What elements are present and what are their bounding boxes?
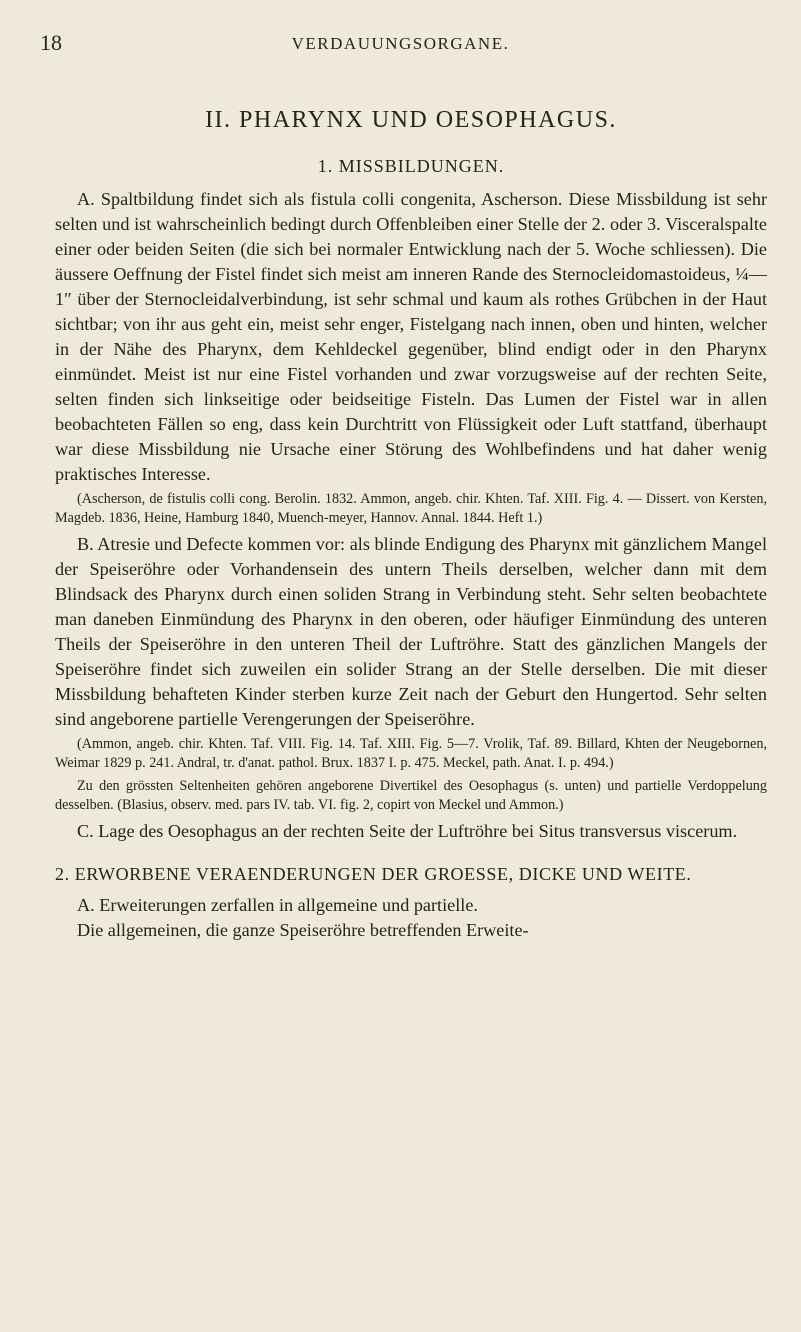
paragraph-lage: C. Lage des Oesophagus an der rechten Seite der Luftröhre bei Situs transversus viscerum. (77, 821, 738, 841)
paragraph-erweiterungen: A. Erweiterungen zerfallen in allgemeine und partielle. (77, 895, 478, 915)
note-divertikel: Zu den grössten Seltenheiten gehören angeborene Divertikel des Oesophagus (s. unten) und partielle Verdoppelung desselben. (Blasius, observ. med. pars IV. tab. VI. fig. 2, copirt von Meckel und Ammon.) (55, 778, 767, 813)
citation-ascherson: (Ascherson, de fistulis colli cong. Berolin. 1832. Ammon, angeb. chir. Khten. Taf. XIII. Fig. 4. — Dissert. von Kersten, Magdeb. 1836, Heine, Hamburg 1840, Muench-meyer, Hannov. Annal. 1844. Heft 1.) (55, 491, 767, 526)
paragraph-spaltbildung: A. Spaltbildung findet sich als fistula colli congenita, Ascherson. Diese Missbildung ist sehr selten und ist wahrscheinlich bedingt durch Offenbleiben einer Stelle der 2. oder 3. Visceralspalte einer oder beiden Seiten (die sich bei normaler Entwicklung nach der 5. Woche schliessen). Die äussere Oeffnung der Fistel findet sich meist am inneren Rande des Sternocleidomastoideus, ¼—1″ über der Sternocleidalverbindung, ist sehr schmal und kaum als rothes Grübchen in der Haut sichtbar; von ihr aus geht ein, meist sehr enger, Fistelgang nach innen, oben und hinten, welcher in der Nähe des Pharynx, dem Kehldeckel gegenüber, blind endigt oder in den Pharynx einmündet. Meist ist nur eine Fistel vorhanden und zwar vorzugsweise auf der rechten Seite, selten finden sich linkseitige oder beidseitige Fisteln. Das Lumen der Fistel war in allen beobachteten Fällen so eng, dass kein Durchtritt von Flüssigkeit oder Luft stattfand, überhaupt war diese Missbildung nie Ursache einer Störung des Wohlbefindens und hat daher wenig praktisches Interesse. (55, 189, 767, 484)
section-title-veraenderungen: 2. ERWORBENE VERAENDERUNGEN DER GROESSE, DICKE UND WEITE. (55, 864, 692, 884)
section-title-missbildungen: 1. MISSBILDUNGEN. (317, 156, 505, 176)
section-gap (55, 844, 767, 864)
chapter-title: II. PHARYNX UND OESOPHAGUS. (205, 107, 617, 133)
citation-ammon: (Ammon, angeb. chir. Khten. Taf. VIII. Fig. 14. Taf. XIII. Fig. 5—7. Vrolik, Taf. 89. Billard, Khten der Neugebornen, Weimar 1829 p. 241. Andral, tr. d'anat. pathol. Brux. 1837 I. p. 475. Meckel, path. Anat. I. p. 494.) (55, 736, 767, 771)
running-head: VERDAUUNGSORGANE. (291, 34, 510, 53)
page-header (40, 30, 761, 60)
paragraph-atresie: B. Atresie und Defecte kommen vor: als blinde Endigung des Pharynx mit gänzlichem Mangel der Speiseröhre oder Vorhandensein des untern Theils derselben, welcher dann mit dem Blindsack des Pharynx durch einen soliden Strang in Verbindung steht. Sehr selten beobachtete man daneben Einmündung des Pharynx in den oberen, oder häufiger Einmündung des unteren Theils der Speiseröhre in den unteren Theil der Luftröhre. Statt des gänzlichen Mangels der Speiseröhre findet sich zuweilen ein solider Strang an der Stelle derselben. Die mit dieser Missbildung behafteten Kinder sterben kurze Zeit nach der Geburt den Hungertod. Sehr selten sind angeborene partielle Verengerungen der Speiseröhre. (55, 534, 767, 729)
page-number: 18 (40, 30, 62, 55)
page-body (55, 107, 767, 943)
paragraph-allgemeinen: Die allgemeinen, die ganze Speiseröhre betreffenden Erweite- (77, 920, 529, 940)
